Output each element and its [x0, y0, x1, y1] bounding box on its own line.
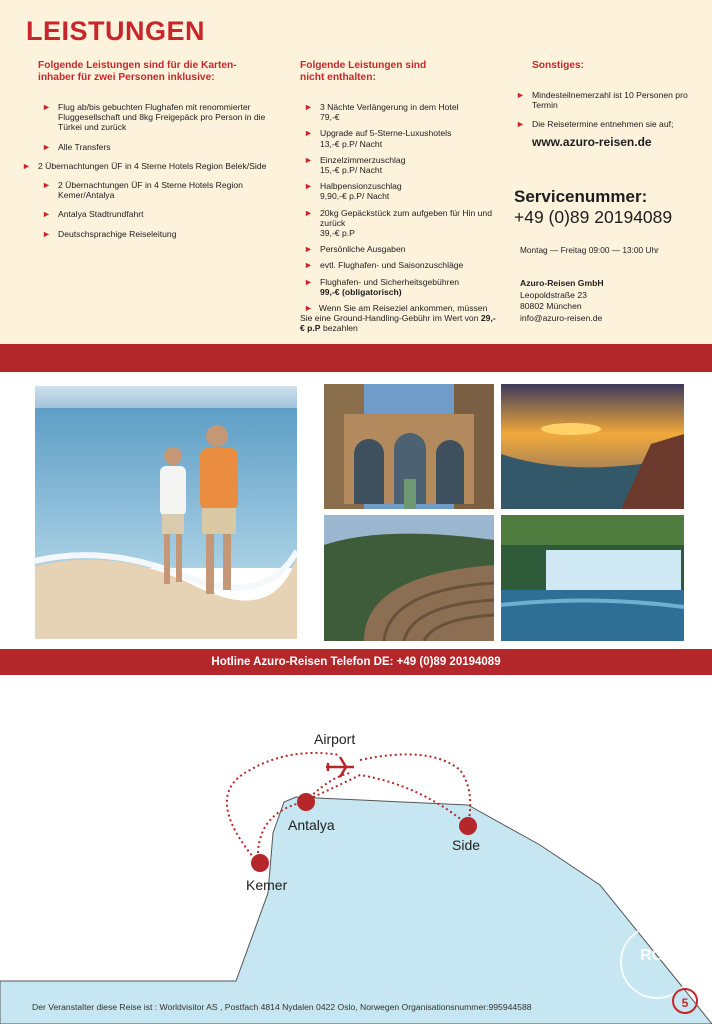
rgf-seal: RGF [620, 925, 694, 999]
list-item: ► 2 Übernachtungen ÜF in 4 Sterne Hotels Region Kemer/Antalya [42, 180, 243, 201]
bullet-arrow-icon: ► [304, 154, 313, 165]
route-map-svg [0, 675, 712, 1024]
bullet-arrow-icon: ► [42, 228, 51, 239]
other-heading: Sonstiges: [532, 60, 585, 71]
website-link[interactable]: www.azuro-reisen.de [532, 134, 652, 149]
antalya-label: Antalya [288, 817, 335, 833]
page-title: LEISTUNGEN [26, 16, 206, 46]
bullet-arrow-icon: ► [42, 141, 51, 152]
photo-gallery [0, 372, 712, 649]
city: 80802 München [520, 301, 582, 312]
list-item: ► 20kg Gepäckstück zum aufgeben für Hin und zurück 39,-€ p.P [304, 207, 492, 239]
list-item: ► 2 Übernachtungen ÜF in 4 Sterne Hotels Region Belek/Side [22, 160, 267, 171]
organizer-footer: Der Veranstalter diese Reise ist : Worldvisitor AS , Postfach 4814 Nydalen 0422 Oslo, Norwegen Organisationsnummer:995944588 [32, 1002, 532, 1012]
bullet-arrow-icon: ► [304, 102, 313, 112]
other-column [512, 60, 702, 147]
side-label: Side [452, 837, 481, 853]
list-item: ► Upgrade auf 5-Sterne-Luxushotels 13,-€ p.P/ Nacht [304, 128, 452, 149]
list-item: ► Halbpensionzuschlag 9,90,-€ p.P/ Nacht [304, 181, 402, 202]
list-item: ► Mindesteilnemerzahl ist 10 Personen pro Termin [516, 90, 688, 111]
page-number: 5 [672, 988, 698, 1014]
list-item: ► Alle Transfers [42, 141, 111, 152]
company-address [520, 278, 604, 324]
list-item: ► Die Reisetermine entnehmen sie auf; [516, 119, 674, 130]
couple-beach-image [35, 386, 297, 639]
company-name: Azuro-Reisen GmbH [520, 278, 604, 288]
bullet-arrow-icon: ► [304, 207, 313, 218]
waterfall-photo [501, 515, 684, 641]
included-heading-line-1: Folgende Leistungen sind für die Karten- [38, 60, 237, 71]
bullet-arrow-icon: ► [42, 209, 51, 220]
airport-label: Airport [314, 731, 356, 747]
bullet-arrow-icon: ► [304, 303, 313, 314]
sunset-harbor-image [501, 384, 684, 509]
list-item: ► evtl. Flughafen- und Saisonzuschläge [304, 260, 464, 271]
excluded-heading-line-2: nicht enthalten: [300, 72, 376, 83]
couple-beach-photo [35, 386, 297, 639]
excluded-heading-line-1: Folgende Leistungen sind [300, 60, 427, 71]
bullet-arrow-icon: ► [304, 244, 313, 255]
bullet-arrow-icon: ► [304, 128, 313, 139]
email-link[interactable]: info@azuro-reisen.de [520, 312, 603, 323]
service-title: Servicenummer: [514, 187, 648, 206]
bullet-arrow-icon: ► [42, 102, 51, 112]
street: Leopoldstraße 23 [520, 289, 587, 300]
list-item: ► Flug ab/bis gebuchten Flughafen mit renommierter Fluggesellschaft und 8kg Freigepäck pro Person in die Türkei und zurück [42, 102, 266, 133]
bullet-arrow-icon: ► [42, 180, 51, 191]
included-heading-line-2: inhaber für zwei Personen inklusive: [38, 72, 215, 83]
list-item: ► Deutschsprachige Reiseleitung [42, 228, 177, 239]
services-section [0, 0, 712, 344]
amphitheater-photo [324, 515, 494, 641]
list-item: ► Persönliche Ausgaben [304, 244, 406, 255]
list-item: ► Antalya Stadtrundfahrt [42, 209, 144, 220]
list-item: ► 3 Nächte Verlängerung in dem Hotel 79,-€ [304, 102, 459, 123]
antalya-marker-icon [297, 793, 315, 811]
service-number[interactable]: +49 (0)89 20194089 [514, 207, 673, 227]
included-column [22, 60, 274, 248]
route-map [0, 675, 712, 1024]
hadrians-gate-photo [324, 384, 494, 509]
hadrians-gate-image [324, 384, 494, 509]
service-hours: Montag — Freitag 09:00 — 13:00 Uhr [520, 245, 659, 255]
divider-band [0, 344, 712, 372]
waterfall-image [501, 515, 684, 641]
bullet-arrow-icon: ► [516, 90, 525, 100]
bullet-arrow-icon: ► [22, 160, 31, 171]
excluded-heading [300, 60, 500, 84]
bullet-arrow-icon: ► [304, 260, 313, 271]
included-heading [38, 60, 274, 84]
bullet-arrow-icon: ► [516, 119, 525, 130]
hotline-banner: Hotline Azuro-Reisen Telefon DE: +49 (0)89 20194089 [0, 649, 712, 675]
ground-handling-note: ► Wenn Sie am Reiseziel ankommen, müssen Sie eine Ground-Handling-Gebühr im Wert von 29,-€ p.P bezahlen [300, 303, 496, 334]
bullet-arrow-icon: ► [304, 276, 313, 287]
list-item: ► Einzelzimmerzuschlag 15,-€ p.P/ Nacht [304, 154, 406, 176]
side-marker-icon [459, 817, 477, 835]
amphitheater-image [324, 515, 494, 641]
sunset-harbor-photo [501, 384, 684, 509]
kemer-label: Kemer [246, 877, 288, 893]
excluded-column [300, 60, 500, 340]
kemer-marker-icon [251, 854, 269, 872]
list-item: ► Flughafen- und Sicherheitsgebühren 99,-€ (obligatorisch) [304, 276, 460, 297]
bullet-arrow-icon: ► [304, 181, 313, 192]
